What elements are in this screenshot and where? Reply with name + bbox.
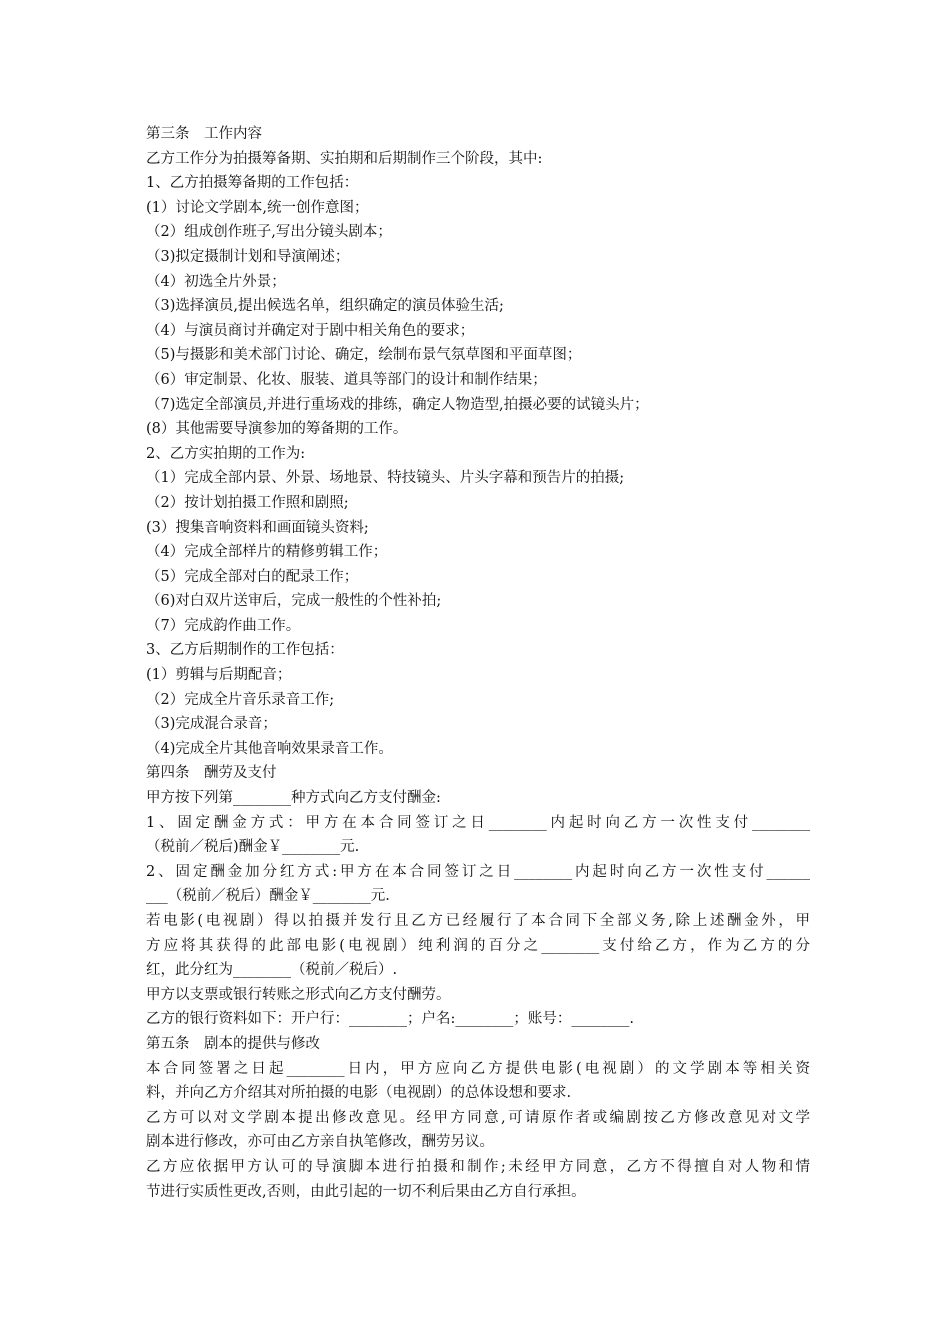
text-line: （3)拟定摄制计划和导演阐述； bbox=[146, 248, 350, 265]
text-line: 乙方可以对文学剧本提出修改意见。经甲方同意,可请原作者或编剧按乙方修改意见对文学 bbox=[146, 1109, 810, 1126]
text-line: （税前／税后)酬金￥________元. bbox=[146, 839, 360, 856]
article-4-heading: 第四条 酬劳及支付 bbox=[146, 765, 277, 782]
text-line: （5）完成全部对白的配录工作； bbox=[146, 568, 359, 585]
text-line: (1）讨论文学剧本,统一创作意图； bbox=[146, 199, 369, 216]
text-line: 乙方应依据甲方认可的导演脚本进行拍摄和制作;未经甲方同意，乙方不得擅自对人物和情 bbox=[146, 1158, 810, 1175]
text-line: （5)与摄影和美术部门讨论、确定，绘制布景气氛草图和平面草图； bbox=[146, 347, 582, 364]
text-line: 若电影(电视剧）得以拍摄并发行且乙方已经履行了本合同下全部义务,除上述酬金外，甲 bbox=[146, 913, 810, 929]
text-line: 1、乙方拍摄筹备期的工作包括： bbox=[146, 175, 359, 192]
text-line: 乙方工作分为拍摄筹备期、实拍期和后期制作三个阶段，其中: bbox=[146, 150, 543, 167]
text-line: 乙方的银行资料如下：开户行：________；户名:________；账号：________. bbox=[146, 1011, 634, 1028]
text-line: 2、固定酬金加分红方式:甲方在本合同签订之日________内起时向乙方一次性支付______ bbox=[146, 863, 810, 880]
text-line: （7）完成韵作曲工作。 bbox=[146, 617, 301, 634]
text-line: （2）完成全片音乐录音工作; bbox=[146, 691, 335, 708]
text-line: 1、固定酬金方式：甲方在本合同签订之日________内起时向乙方一次性支付________ bbox=[146, 814, 810, 831]
text-line: （4）与演员商讨并确定对于剧中相关角色的要求； bbox=[146, 322, 475, 339]
text-line: （4）初选全片外景； bbox=[146, 273, 286, 290]
text-line: (3）搜集音响资料和画面镜头资料; bbox=[146, 519, 369, 536]
text-line: 2、乙方实拍期的工作为: bbox=[146, 445, 306, 462]
text-line: (1）剪辑与后期配音； bbox=[146, 667, 292, 684]
text-line: 3、乙方后期制作的工作包括： bbox=[146, 642, 344, 659]
document-body bbox=[146, 122, 810, 1204]
article-5-heading: 第五条 剧本的提供与修改 bbox=[146, 1035, 320, 1052]
text-line: （4)完成全片其他音响效果录音工作。 bbox=[146, 740, 393, 757]
text-line: 方应将其获得的此部电影(电视剧）纯利润的百分之________支付给乙方，作为乙方的分 bbox=[146, 937, 810, 954]
text-line: （3)选择演员,提出候选名单，组织确定的演员体验生活; bbox=[146, 298, 504, 315]
text-line: （2）组成创作班子,写出分镜头剧本； bbox=[146, 224, 392, 241]
text-line: （2）按计划拍摄工作照和剧照; bbox=[146, 494, 349, 511]
text-line: （6)对白双片送审后，完成一般性的个性补拍; bbox=[146, 593, 442, 610]
text-line: 甲方按下列第________种方式向乙方支付酬金: bbox=[146, 790, 441, 807]
text-line: ___（税前／税后）酬金￥________元. bbox=[146, 888, 390, 905]
text-line: （3)完成混合录音； bbox=[146, 716, 277, 733]
text-line: 节进行实质性更改,否则，由此引起的一切不利后果由乙方自行承担。 bbox=[146, 1183, 586, 1200]
text-line: 甲方以支票或银行转账之形式向乙方支付酬劳。 bbox=[146, 986, 451, 1003]
text-line: （1）完成全部内景、外景、场地景、特技镜头、片头字幕和预告片的拍摄; bbox=[146, 470, 625, 487]
text-line: 本合同签署之日起________日内，甲方应向乙方提供电影(电视剧）的文学剧本等相关资 bbox=[146, 1060, 810, 1077]
text-line: 剧本进行修改，亦可由乙方亲自执笔修改，酬劳另议。 bbox=[146, 1134, 494, 1151]
text-line: 红，此分红为________（税前／税后）. bbox=[146, 962, 398, 979]
text-line: 料，并向乙方介绍其对所拍摄的电影（电视剧）的总体设想和要求. bbox=[146, 1085, 572, 1102]
article-3-heading: 第三条 工作内容 bbox=[146, 126, 262, 142]
text-line: （6）审定制景、化妆、服装、道具等部门的设计和制作结果； bbox=[146, 371, 547, 388]
text-line: （7)选定全部演员,并进行重场戏的排练，确定人物造型,拍摄必要的试镜头片； bbox=[146, 396, 649, 413]
text-line: (8）其他需要导演参加的筹备期的工作。 bbox=[146, 421, 408, 438]
text-line: （4）完成全部样片的精修剪辑工作； bbox=[146, 544, 388, 561]
